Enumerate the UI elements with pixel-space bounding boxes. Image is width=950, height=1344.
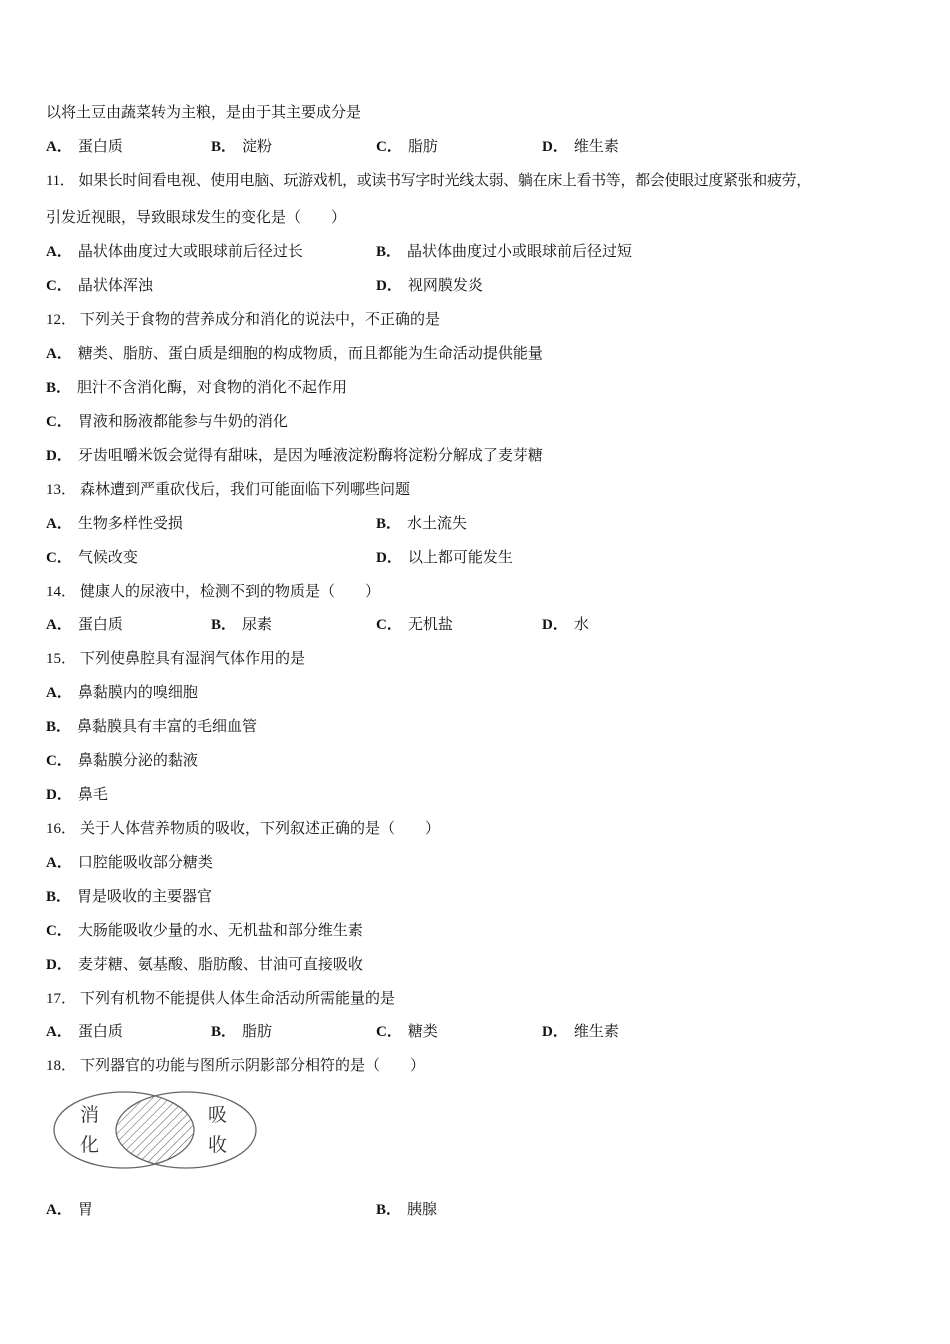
option-q11-a[interactable]: A． 晶状体曲度过大或眼球前后径过长 [46, 242, 303, 260]
option-q16-c[interactable]: C． 大肠能吸收少量的水、无机盐和部分维生素 [46, 921, 363, 939]
option-q10-c[interactable]: C． 脂肪 [376, 137, 438, 155]
option-q17-c[interactable]: C． 糖类 [376, 1022, 438, 1040]
question-18: 18． 下列器官的功能与图所示阴影部分相符的是（ ） [46, 1056, 426, 1074]
option-q12-d[interactable]: D． 牙齿咀嚼米饭会觉得有甜味，是因为唾液淀粉酶将淀粉分解成了麦芽糖 [46, 446, 543, 464]
option-q15-a[interactable]: A． 鼻黏膜内的嗅细胞 [46, 683, 198, 701]
option-q15-c[interactable]: C． 鼻黏膜分泌的黏液 [46, 751, 198, 769]
option-q17-b[interactable]: B． 脂肪 [211, 1022, 273, 1040]
option-q16-b[interactable]: B． 胃是吸收的主要器官 [46, 887, 213, 905]
venn-diagram [52, 1088, 258, 1172]
question-12: 12． 下列关于食物的营养成分和消化的说法中，不正确的是 [46, 310, 441, 328]
question-15: 15． 下列使鼻腔具有湿润气体作用的是 [46, 649, 306, 667]
question-16: 16． 关于人体营养物质的吸收，下列叙述正确的是（ ） [46, 819, 441, 837]
question-17: 17． 下列有机物不能提供人体生命活动所需能量的是 [46, 989, 396, 1007]
option-q13-b[interactable]: B． 水土流失 [376, 514, 468, 532]
option-q13-d[interactable]: D． 以上都可能发生 [376, 548, 513, 566]
option-q10-d[interactable]: D． 维生素 [542, 137, 619, 155]
option-q12-c[interactable]: C． 胃液和肠液都能参与牛奶的消化 [46, 412, 288, 430]
option-q14-d[interactable]: D． 水 [542, 615, 589, 633]
question-13: 13． 森林遭到严重砍伐后，我们可能面临下列哪些问题 [46, 480, 411, 498]
option-q14-c[interactable]: C． 无机盐 [376, 615, 453, 633]
question-14: 14． 健康人的尿液中，检测不到的物质是（ ） [46, 582, 381, 600]
venn-label-digest-2: 化 [80, 1134, 100, 1156]
option-q18-b[interactable]: B． 胰腺 [376, 1200, 438, 1218]
option-q18-a[interactable]: A． 胃 [46, 1200, 93, 1218]
option-q17-a[interactable]: A． 蛋白质 [46, 1022, 123, 1040]
option-q13-a[interactable]: A． 生物多样性受损 [46, 514, 183, 532]
option-q12-b[interactable]: B． 胆汁不含消化酶，对食物的消化不起作用 [46, 378, 348, 396]
option-q14-b[interactable]: B． 尿素 [211, 615, 273, 633]
venn-label-absorb-1: 吸 [208, 1104, 228, 1126]
option-q11-b[interactable]: B． 晶状体曲度过小或眼球前后径过短 [376, 242, 633, 260]
intro-line: 以将土豆由蔬菜转为主粮，是由于其主要成分是 [46, 103, 362, 121]
option-q16-a[interactable]: A． 口腔能吸收部分糖类 [46, 853, 213, 871]
option-q13-c[interactable]: C． 气候改变 [46, 548, 138, 566]
venn-label-absorb-2: 收 [208, 1134, 228, 1156]
option-q14-a[interactable]: A． 蛋白质 [46, 615, 123, 633]
option-q10-a[interactable]: A． 蛋白质 [46, 137, 123, 155]
question-11: 11． 如果长时间看电视、使用电脑、玩游戏机，或读书写字时光线太弱、躺在床上看书等，都会使眼过度紧张和疲劳， [46, 171, 811, 189]
option-q15-b[interactable]: B． 鼻黏膜具有丰富的毛细血管 [46, 717, 258, 735]
option-q15-d[interactable]: D． 鼻毛 [46, 785, 108, 803]
venn-label-digest-1: 消 [80, 1104, 100, 1126]
option-q11-c[interactable]: C． 晶状体浑浊 [46, 276, 153, 294]
option-q10-b[interactable]: B． 淀粉 [211, 137, 273, 155]
option-q12-a[interactable]: A． 糖类、脂肪、蛋白质是细胞的构成物质，而且都能为生命活动提供能量 [46, 344, 543, 362]
question-11-cont: 引发近视眼，导致眼球发生的变化是（ ） [46, 208, 347, 226]
option-q16-d[interactable]: D． 麦芽糖、氨基酸、脂肪酸、甘油可直接吸收 [46, 955, 363, 973]
option-q11-d[interactable]: D． 视网膜发炎 [376, 276, 483, 294]
option-q17-d[interactable]: D． 维生素 [542, 1022, 619, 1040]
